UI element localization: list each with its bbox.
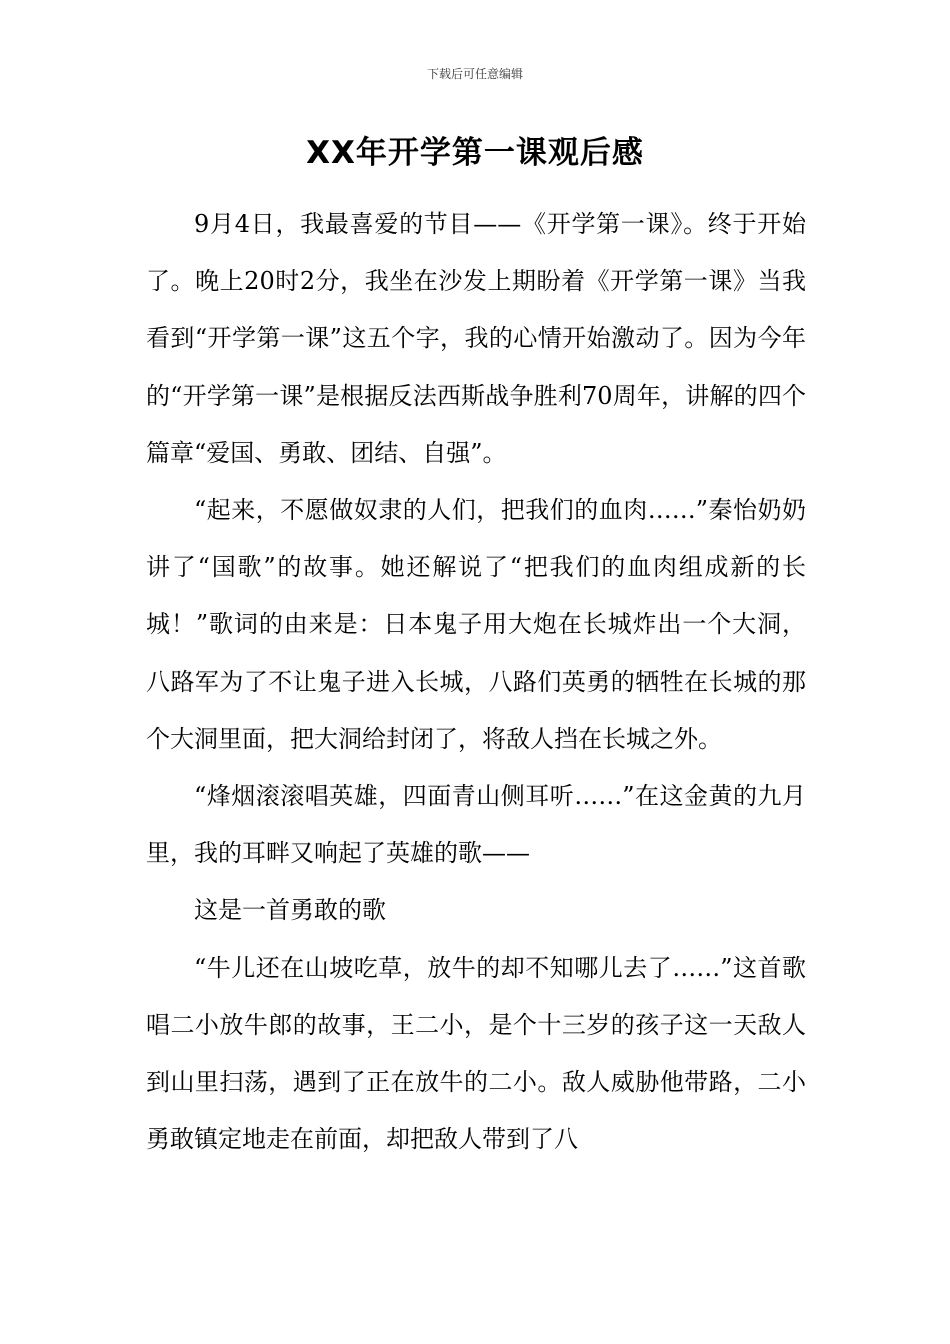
page-header: 下载后可任意编辑 — [426, 67, 523, 81]
paragraph-3: “烽烟滚滚唱英雄，四面青山侧耳听……”在这金黄的九月里，我的耳畔又响起了英雄的歌—— — [146, 782, 806, 868]
paragraph-4: 这是一首勇敢的歌 — [194, 896, 386, 925]
document-title: XX年开学第一课观后感 — [306, 135, 644, 171]
paragraph-1: 9月4日，我最喜爱的节目——《开学第一课》。终于开始了。晚上20时2分，我坐在沙发上期盼着《开学第一课》当我看到“开学第一课”这五个字，我的心情开始激动了。因为今年的“开学第一课”是根据反法西斯战争胜利70周年，讲解的四个篇章“爱国、勇敢、团结、自强”。 — [146, 210, 806, 467]
paragraph-2: “起来，不愿做奴隶的人们，把我们的血肉……”秦怡奶奶讲了“国歌”的故事。她还解说了“把我们的血肉组成新的长城！”歌词的由来是：日本鬼子用大炮在长城炸出一个大洞，八路军为了不让鬼子进入长城，八路们英勇的牺牲在长城的那个大洞里面，把大洞给封闭了，将敌人挡在长城之外。 — [146, 496, 806, 753]
paragraph-5: “牛儿还在山坡吃草，放牛的却不知哪儿去了……”这首歌唱二小放牛郎的故事，王二小，是个十三岁的孩子这一天敌人到山里扫荡，遇到了正在放牛的二小。敌人威胁他带路，二小勇敢镇定地走在前面，却把敌人带到了八 — [146, 953, 806, 1154]
document-body — [146, 196, 806, 1168]
